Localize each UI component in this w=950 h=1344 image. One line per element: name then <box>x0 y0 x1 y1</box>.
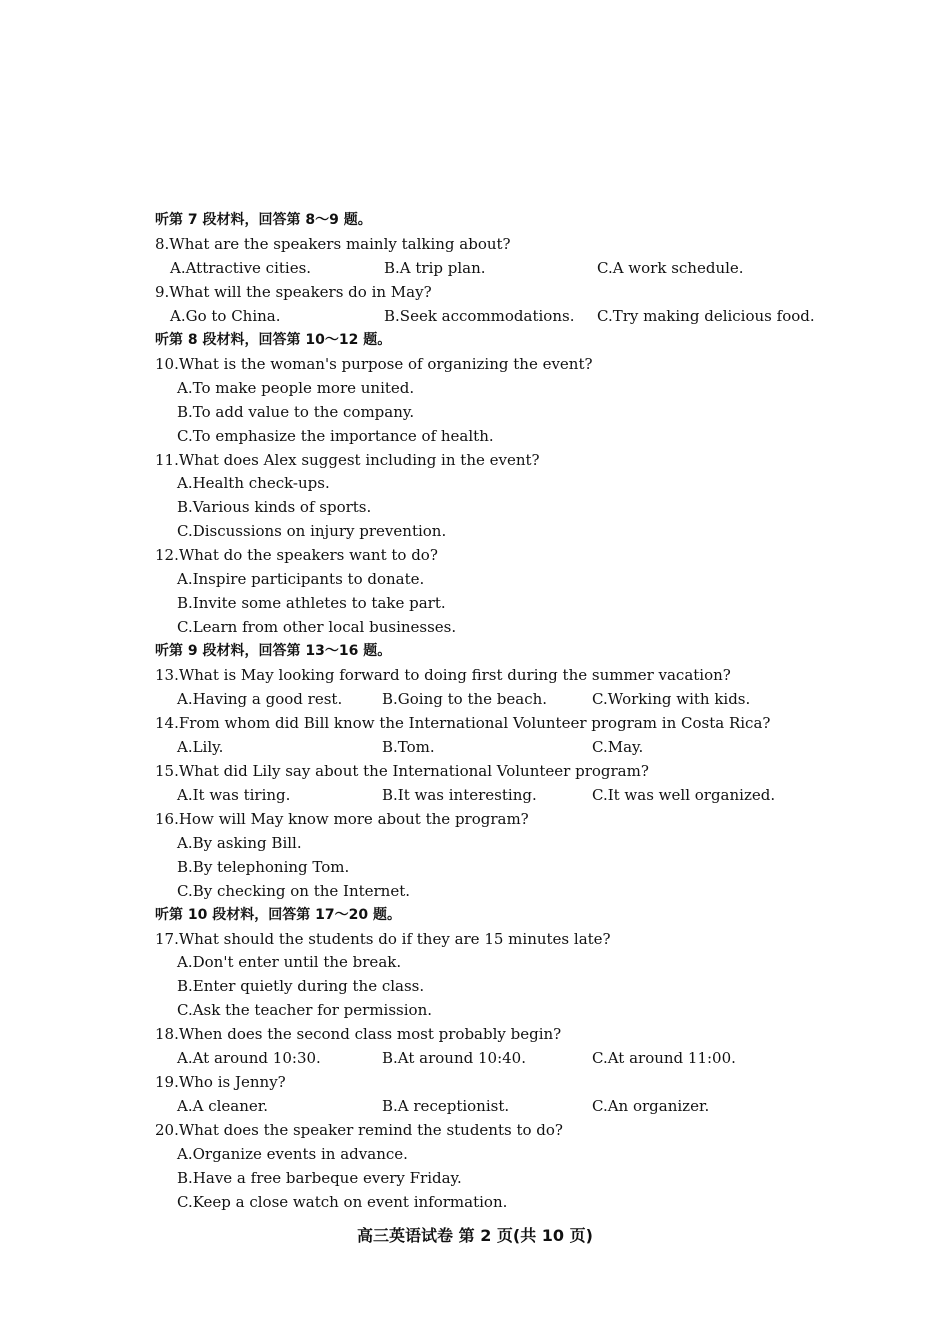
answer-option: A.A cleaner. <box>177 1097 269 1116</box>
answer-option: A.By asking Bill. <box>177 833 302 852</box>
question-line <box>0 543 950 567</box>
answer-option: A.Lily. <box>177 737 224 756</box>
question-line <box>0 1118 950 1142</box>
options-row <box>0 256 950 280</box>
answer-option: A.Attractive cities. <box>170 258 312 277</box>
answer-option: C.A work schedule. <box>597 258 744 277</box>
answer-option: B.Various kinds of sports. <box>177 498 372 517</box>
option-line <box>0 471 950 495</box>
answer-option: B.At around 10:40. <box>382 1049 526 1068</box>
option-line <box>0 376 950 400</box>
question-text: 18.When does the second class most probably begin? <box>155 1025 562 1044</box>
question-line <box>0 1022 950 1046</box>
answer-option: C.It was well organized. <box>592 785 776 804</box>
option-line <box>0 1142 950 1166</box>
answer-option: A.Having a good rest. <box>177 690 343 708</box>
question-text: 17.What should the students do if they are 15 minutes late? <box>155 929 611 948</box>
section-heading <box>0 328 950 352</box>
answer-option: A.At around 10:30. <box>177 1049 321 1068</box>
answer-option: C.May. <box>592 737 644 756</box>
section-heading-text: 听第 8 段材料，回答第 10～12 题。 <box>155 331 392 348</box>
answer-option: C.To emphasize the importance of health. <box>177 426 494 445</box>
answer-option: A.Don't enter until the break. <box>177 953 402 972</box>
answer-option: B.It was interesting. <box>382 785 537 804</box>
question-text: 20.What does the speaker remind the students to do? <box>155 1121 563 1140</box>
section-heading-text: 听第 9 段材料，回答第 13～16 题。 <box>155 643 392 660</box>
question-line <box>0 352 950 376</box>
question-text: 11.What does Alex suggest including in the event? <box>155 450 540 469</box>
question-line <box>0 1070 950 1094</box>
option-line <box>0 1190 950 1214</box>
question-line <box>0 232 950 256</box>
options-row <box>0 1046 950 1070</box>
options-row <box>0 783 950 807</box>
page-footer: 高三英语试卷 第 2 页(共 10 页) <box>357 1226 593 1245</box>
answer-option: C.Learn from other local businesses. <box>177 618 457 637</box>
answer-option: C.Keep a close watch on event information. <box>177 1192 508 1211</box>
answer-option: B.Tom. <box>382 737 435 756</box>
section-heading <box>0 903 950 927</box>
option-line <box>0 1166 950 1190</box>
question-line <box>0 280 950 304</box>
option-line <box>0 519 950 543</box>
answer-option: B.By telephoning Tom. <box>177 857 350 876</box>
option-line <box>0 591 950 615</box>
answer-option: B.A trip plan. <box>384 258 486 277</box>
answer-option: A.Inspire participants to donate. <box>177 570 425 589</box>
answer-option: B.To add value to the company. <box>177 402 415 421</box>
answer-option: C.Try making delicious food. <box>597 306 815 325</box>
answer-option: C.Working with kids. <box>592 690 751 708</box>
option-line <box>0 495 950 519</box>
answer-option: A.To make people more united. <box>177 378 415 397</box>
answer-option: C.Ask the teacher for permission. <box>177 1001 432 1020</box>
section-heading <box>0 639 950 663</box>
options-row <box>0 687 950 711</box>
answer-option: A.It was tiring. <box>177 785 291 804</box>
question-text: 14.From whom did Bill know the International Volunteer program in Costa Rica? <box>155 714 771 732</box>
option-line <box>0 615 950 639</box>
answer-option: B.Have a free barbeque every Friday. <box>177 1169 462 1187</box>
answer-option: C.Discussions on injury prevention. <box>177 522 447 541</box>
question-text: 19.Who is Jenny? <box>155 1073 286 1092</box>
section-heading-text: 听第 10 段材料，回答第 17～20 题。 <box>155 906 401 923</box>
option-line <box>0 424 950 448</box>
question-text: 9.What will the speakers do in May? <box>155 282 432 301</box>
question-text: 16.How will May know more about the program? <box>155 809 529 828</box>
question-text: 8.What are the speakers mainly talking about? <box>155 234 511 253</box>
options-row <box>0 735 950 759</box>
question-text: 13.What is May looking forward to doing first during the summer vacation? <box>155 666 731 684</box>
question-line <box>0 807 950 831</box>
option-line <box>0 998 950 1022</box>
question-text: 15.What did Lily say about the International Volunteer program? <box>155 761 649 780</box>
section-heading <box>0 208 950 232</box>
answer-option: C.By checking on the Internet. <box>177 881 411 900</box>
answer-option: B.Invite some athletes to take part. <box>177 594 446 613</box>
option-line <box>0 567 950 591</box>
section-heading-text: 听第 7 段材料，回答第 8～9 题。 <box>155 212 372 228</box>
question-text: 10.What is the woman's purpose of organizing the event? <box>155 354 593 373</box>
answer-option: A.Organize events in advance. <box>177 1145 408 1163</box>
answer-option: C.At around 11:00. <box>592 1049 736 1068</box>
option-line <box>0 831 950 855</box>
answer-option: B.Seek accommodations. <box>384 306 575 325</box>
question-line <box>0 759 950 783</box>
option-line <box>0 855 950 879</box>
option-line <box>0 974 950 998</box>
option-line <box>0 950 950 974</box>
option-line <box>0 879 950 903</box>
answer-option: B.A receptionist. <box>382 1097 510 1116</box>
options-row <box>0 304 950 328</box>
answer-option: C.An organizer. <box>592 1097 710 1116</box>
option-line <box>0 400 950 424</box>
question-line <box>0 711 950 735</box>
question-line <box>0 448 950 472</box>
answer-option: A.Health check-ups. <box>177 474 330 493</box>
options-row <box>0 1094 950 1118</box>
answer-option: A.Go to China. <box>170 306 281 325</box>
question-line <box>0 927 950 951</box>
answer-option: B.Enter quietly during the class. <box>177 977 425 996</box>
question-text: 12.What do the speakers want to do? <box>155 546 438 565</box>
question-line <box>0 663 950 687</box>
answer-option: B.Going to the beach. <box>382 690 548 708</box>
